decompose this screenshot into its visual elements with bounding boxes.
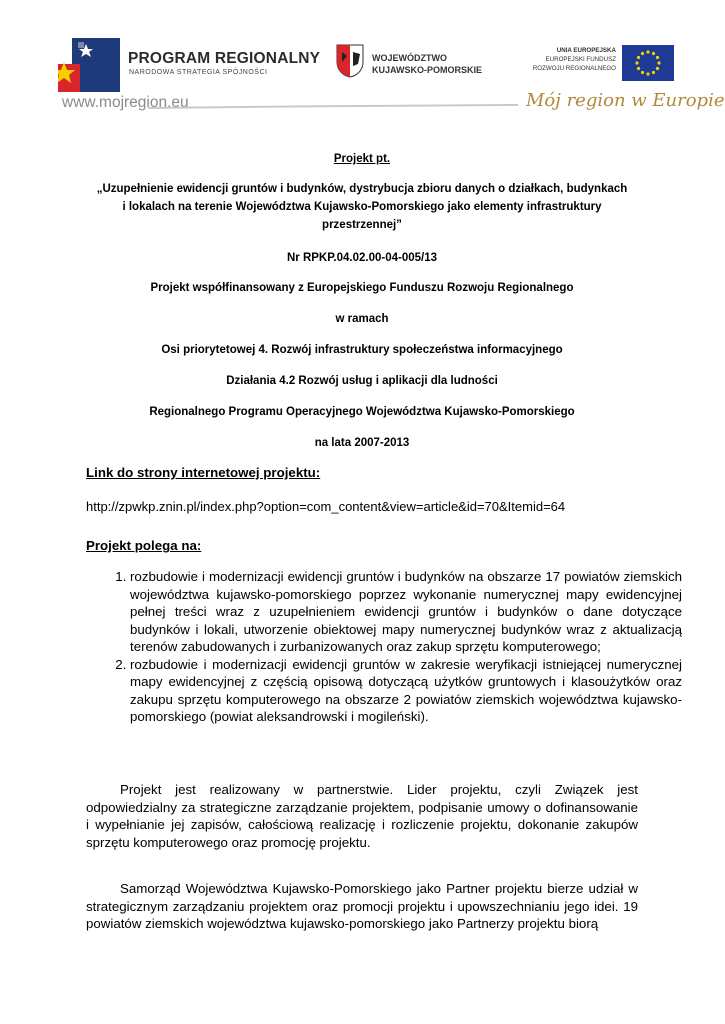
w-ramach: w ramach [335,313,389,325]
measure: Działania 4.2 Rozwój usług i aplikacji dla ludności [226,375,498,387]
project-title-line-1: „Uzupełnienie ewidencji gruntów i budynków, dystrybucja zbioru danych o działkach, budynkach [96,183,628,195]
voivodeship-name [372,52,482,76]
list-item: 2. rozbudowie i modernizacji ewidencji gruntów w zakresie weryfikacji istniejącej numerycznej mapy ewidencyjnej z częścią opisową dotyczącą użytków gruntowych i klasoużytków oraz zakupu sprzętu komputerowego na obszarze 2 powiatów ziemskich województwa kujawsko-pomorskiego (powiat aleksandrowski i mogileński). [130,656,682,726]
program-subtitle: NARODOWA STRATEGIA SPÓJNOŚCI [129,69,268,76]
program-regionalny-logo [58,38,120,92]
operational-program: Regionalnego Programu Operacyjnego Województwa Kujawsko-Pomorskiego [149,406,575,418]
eu-line-3: ROZWOJU REGIONALNEGO [532,65,616,72]
scope-list [86,568,682,726]
project-title-line-3: przestrzennej” [322,219,402,231]
program-title: PROGRAM REGIONALNY [128,50,321,67]
eu-fund-label [530,46,616,73]
project-label: Projekt pt. [333,153,391,165]
partner-paragraph: Samorząd Województwa Kujawsko-Pomorskiego jako Partner projektu bierze udział w strategicznym zarządzaniu projektem oraz promocji projektu i upowszechnianiu jego idei. 19 powiatów ziemskich województwa kujawsko-pomorskiego jako Partnerzy projektu biorą [86,881,638,931]
voivodeship-line-1: WOJEWÓDZTWO [372,53,447,63]
scope-heading: Projekt polega na: [86,538,202,553]
eu-line-1: UNIA EUROPEJSKA [556,47,616,54]
program-years: na lata 2007-2013 [314,437,410,449]
header-divider [148,104,518,110]
slogan: Mój region w Europie [526,90,725,111]
eu-line-2: EUROPEJSKI FUNDUSZ [545,56,616,63]
list-item: 1. rozbudowie i modernizacji ewidencji gruntów i budynków na obszarze 17 powiatów ziemskich województwa kujawsko-pomorskiego poprzez wykonanie numerycznej mapy ewidencyjnej pełnej treści wraz z uzupełnieniem ewidencji gruntów i budynków o dane dotyczące budynków i lokali, utworzenie obiektowej mapy numerycznej budynków wraz z aktualizacją terenów zabudowanych i zurbanizowanych oraz zakup sprzętu komputerowego; [130,568,682,656]
partnership-paragraph: Projekt jest realizowany w partnerstwie. Lider projektu, czyli Związek jest odpowiedzialny za strategiczne zarządzanie projektem, podpisanie umowy o dofinansowanie i wypełnianie jej zapisów, całościową realizację i rozliczenie projektu, dokonanie zakupów sprzętu komputerowego oraz promocję projektu. [86,782,638,850]
page-header [0,0,725,130]
project-link[interactable]: http://zpwkp.znin.pl/index.php?option=com_content&view=article&id=70&Itemid=64 [86,499,566,514]
website-address: www.mojregion.eu [62,94,189,111]
eu-flag-icon [622,45,674,81]
project-title [86,180,638,234]
priority-axis: Osi priorytetowej 4. Rozwój infrastruktury społeczeństwa informacyjnego [161,344,563,356]
link-heading: Link do strony internetowej projektu: [86,465,321,480]
project-number: Nr RPKP.04.02.00-04-005/13 [286,252,438,264]
project-title-line-2: i lokalach na terenie Województwa Kujawsko-Pomorskiego jako elementy infrastruktury [122,201,602,213]
voivodeship-line-2: KUJAWSKO-POMORSKIE [372,65,483,75]
cofinancing-note: Projekt współfinansowany z Europejskiego Funduszu Rozwoju Regionalnego [150,282,574,294]
voivodeship-crest-icon [336,44,364,78]
